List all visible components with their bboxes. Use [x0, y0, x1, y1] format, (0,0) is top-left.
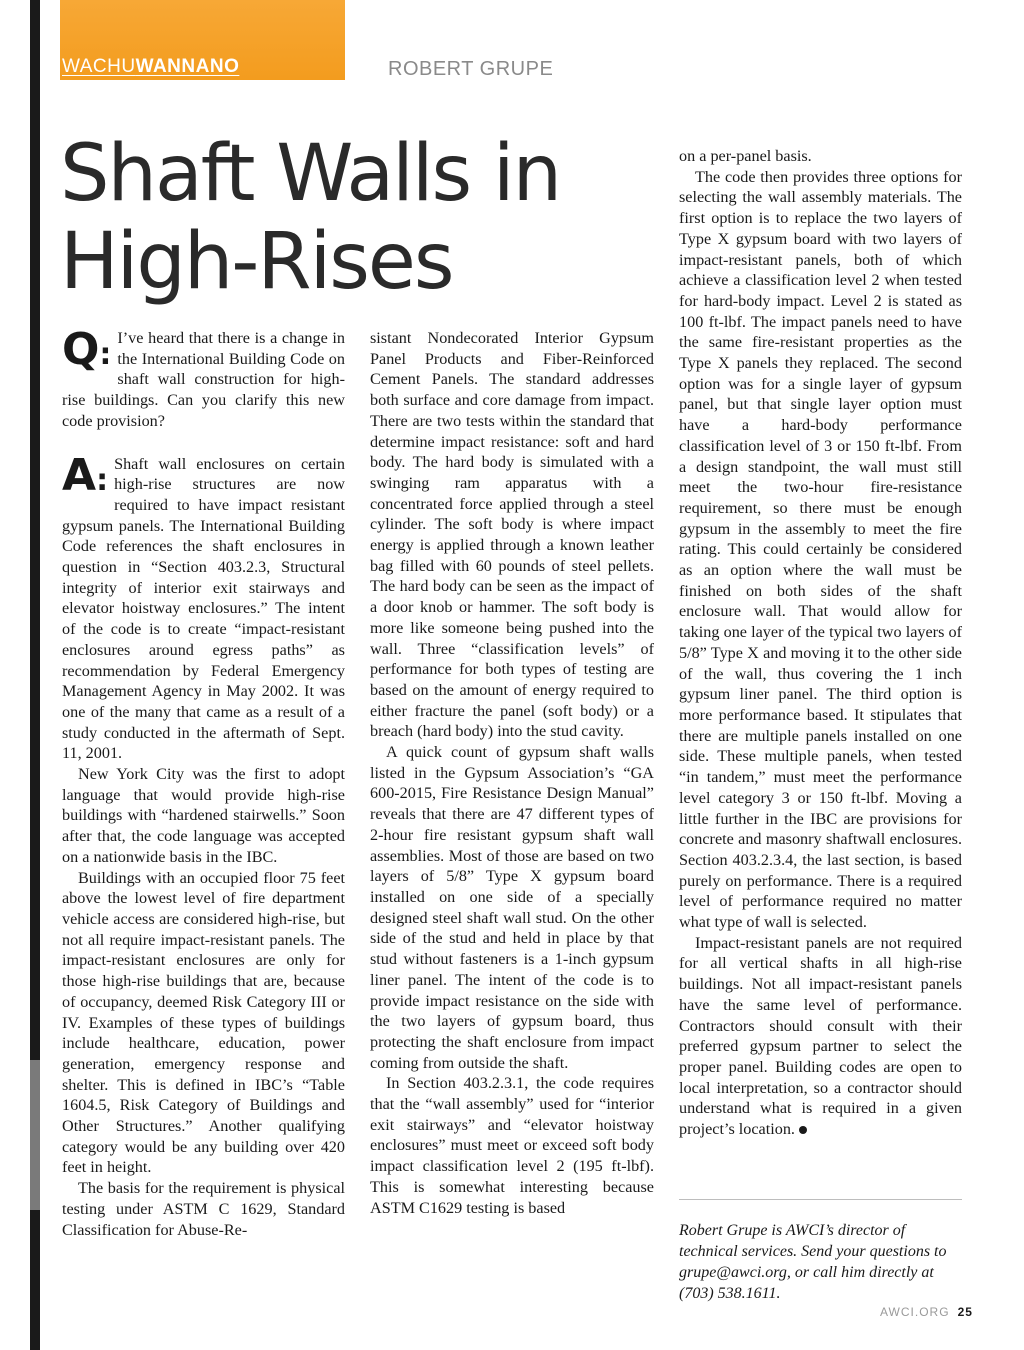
paragraph: New York City was the first to adopt language that would provide high-rise buildings with “hardened stairwells.” Soon after that, the code language was accepted on a nationwide basis in the IBC.	[62, 765, 345, 866]
paragraph: on a per-panel basis.	[679, 147, 812, 165]
author-name: ROBERT GRUPE	[388, 58, 554, 80]
paragraph: A quick count of gypsum shaft walls listed in the Gypsum Association’s “GA 600-2015, Fire Resistance Design Manual” reveals that there are 47 different types of 2-hour fire resistant gypsum shaft wall assemblies. Most of those are based on two layers of 5/8” Type X gypsum board installed on one side of a specially designed steel shaft wall stud. On the other side of the stud and held in place by that stud without fasteners is a 1-inch gypsum liner panel. The intent of the code is to provide impact resistance on the side with the two layers of gypsum board, thus protecting the shaft enclosure from impact coming from outside the shaft.	[370, 743, 654, 1072]
footer-site: AWCI.ORG	[880, 1305, 950, 1319]
author-bio: Robert Grupe is AWCI’s director of technical services. Send your questions to grupe@awci.org, or call him directly at (703) 538.1611.	[679, 1222, 947, 1302]
end-mark-icon	[799, 1126, 807, 1134]
question-text: I’ve heard that there is a change in the International Building Code on shaft wall construction for high-rise buildings. Can you clarify this new code provision?	[62, 329, 345, 430]
paragraph: The basis for the requirement is physical testing under ASTM C 1629, Standard Classification for Abuse-Re-	[62, 1179, 345, 1239]
column-1	[62, 324, 345, 1240]
question-letter: Q:	[62, 324, 112, 375]
article-title	[60, 130, 640, 306]
question-block	[62, 324, 345, 432]
column-3	[679, 146, 962, 1140]
title-line-2: High-Rises	[60, 217, 453, 307]
column-tag-label: WACHUWANNANO	[62, 56, 240, 77]
bio-divider	[679, 1199, 962, 1200]
answer-block	[62, 449, 345, 765]
answer-text: Shaft wall enclosures on certain high-rise structures are now required to have impact resistant gypsum panels. The International Building Code references the shaft enclosures in question in “Section 403.2.3, Structural integrity of interior exit stairways and elevator hoistway enclosures.” The intent of the code is to create “impact-resistant enclosures around egress paths” as recommendation by Federal Emergency Management Agency in May 2002. It was one of the many that came as a result of a study conducted in the aftermath of Sept. 11, 2001.	[62, 454, 345, 763]
paragraph: Buildings with an occupied floor 75 feet above the lowest level of fire department vehicle access are considered high-rise, but not all require impact-resistant panels. The impact-resistant enclosures are only for those high-rise buildings that are, because of occupancy, deemed Risk Category III or IV. Examples of these types of buildings include healthcare, education, power generation, emergency response and shelter. This is defined in IBC’s “Table 1604.5, Risk Category of Buildings and Other Structures.” Another qualifying category would be any building over 420 feet in height.	[62, 868, 345, 1177]
paragraph: In Section 403.2.3.1, the code requires that the “wall assembly” used for “interior exit stairways” and “elevator hoistway enclosures” must meet or exceed soft body impact classification level 2 (195 ft-lbf). This is somewhat interesting because ASTM C1629 testing is based	[370, 1074, 654, 1217]
answer-letter: A:	[62, 449, 109, 501]
title-line-1: Shaft Walls in	[60, 129, 561, 219]
paragraph-final: Impact-resistant panels are not required for all vertical shafts in all high-rise buildings. Not all impact-resistant panels have the same level of performance. Contractors should consult with their preferred gypsum partner to select the proper panel. Building codes are open to local interpretation, so a contractor should understand what is required in a given project’s location.	[679, 933, 962, 1139]
column-2	[370, 328, 654, 1218]
page-number: 25	[957, 1305, 973, 1319]
paragraph: sistant Nondecorated Interior Gypsum Panel Products and Fiber-Reinforced Cement Panels. The standard addresses both surface and core damage from impact. There are two tests within the standard that determine impact resistance: soft and hard body. The hard body is simulated with a swinging ram apparatus with a concentrated force applied through a steel cylinder. The soft body is where impact energy is applied through a known leather bag filled with 60 pounds of steel pellets. The hard body can be seen as the impact of a door knob or hammer. The soft body is more like someone being pushed into the wall. Three “classification levels” of performance for both types of testing are based on the amount of energy required to either fracture the panel (soft body) or a breach (hard body) into the stud cavity.	[370, 329, 654, 741]
spine-accent	[30, 1060, 40, 1210]
page-footer	[880, 1305, 973, 1319]
paragraph: The code then provides three options for selecting the wall assembly materials. The first option is to replace the two layers of Type X gypsum board with two layers of impact-resistant panels, both of which achieve a classification level 2 when tested for hard-body impact. Level 2 is stated as 100 ft-lbf. The impact panels need to have the same fire-resistant properties as the Type X panels they replaced. The second option was for a single layer of gypsum panel, but that single layer option must have a hard-body performance classification level of 3 or 150 ft-lbf. From a design standpoint, the wall must still meet the two-hour fire-resistance requirement, so there must be enough gypsum in the assembly to meet the fire rating. This could certainly be considered as an option where the wall must be finished on both sides of the shaft enclosure wall. That would allow for taking one layer of the typical two layers of 5/8” Type X and moving it to the other side of the wall, thus covering the 1 inch gypsum liner panel. The third option is more performance based. It stipulates that there are multiple panels installed on one side. These multiple panels, when tested “in tandem,” must meet the performance level category 3 or 150 ft-lbf. Moving a little further in the IBC are provisions for concrete and masonry shaftwall enclosures. Section 403.2.3.4, the last section, is based purely on performance. There is a required level of performance required no matter what type of wall is selected.	[679, 167, 962, 932]
